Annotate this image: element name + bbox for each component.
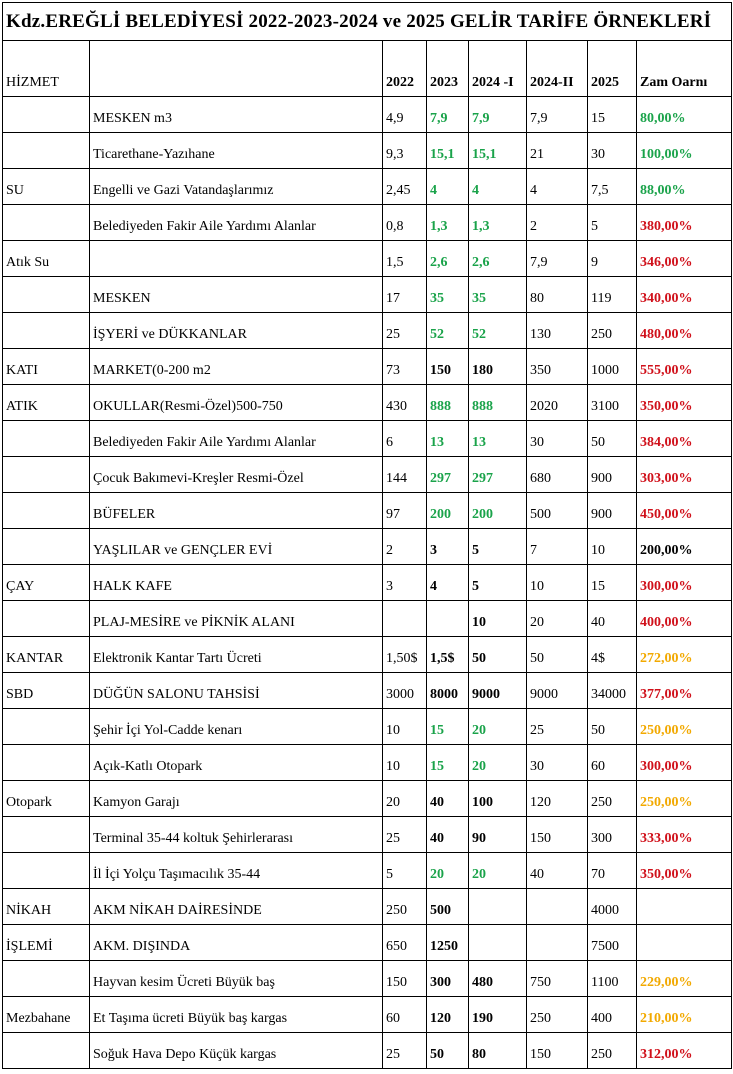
category-cell — [3, 457, 90, 493]
item-cell: Hayvan kesim Ücreti Büyük baş — [90, 961, 383, 997]
item-cell: MESKEN m3 — [90, 97, 383, 133]
value-2023 — [427, 601, 469, 637]
item-cell: Soğuk Hava Depo Küçük kargas — [90, 1033, 383, 1069]
zam-orani: 312,00% — [637, 1033, 732, 1069]
value-2024-ii: 250 — [527, 997, 588, 1033]
item-cell: Terminal 35-44 koltuk Şehirlerarası — [90, 817, 383, 853]
zam-orani: 340,00% — [637, 277, 732, 313]
value-2024-ii: 750 — [527, 961, 588, 997]
value-2022: 10 — [383, 709, 427, 745]
value-2025: 70 — [588, 853, 637, 889]
value-2024-ii: 2020 — [527, 385, 588, 421]
header-2023: 2023 — [427, 41, 469, 97]
header-2025: 2025 — [588, 41, 637, 97]
value-2022: 2 — [383, 529, 427, 565]
zam-orani — [637, 889, 732, 925]
page-title: Kdz.EREĞLİ BELEDİYESİ 2022-2023-2024 ve 2025 GELİR TARİFE ÖRNEKLERİ — [3, 3, 732, 41]
value-2023: 150 — [427, 349, 469, 385]
value-2025: 4000 — [588, 889, 637, 925]
category-cell — [3, 601, 90, 637]
zam-orani: 384,00% — [637, 421, 732, 457]
item-cell: Elektronik Kantar Tartı Ücreti — [90, 637, 383, 673]
category-cell — [3, 277, 90, 313]
value-2023: 15 — [427, 745, 469, 781]
value-2022: 97 — [383, 493, 427, 529]
table-row — [3, 169, 732, 205]
category-cell: İŞLEMİ — [3, 925, 90, 961]
value-2024-i: 4 — [469, 169, 527, 205]
item-cell: Açık-Katlı Otopark — [90, 745, 383, 781]
value-2024-i: 200 — [469, 493, 527, 529]
value-2022: 650 — [383, 925, 427, 961]
zam-orani: 200,00% — [637, 529, 732, 565]
value-2025: 1100 — [588, 961, 637, 997]
zam-orani: 250,00% — [637, 709, 732, 745]
value-2024-i: 20 — [469, 745, 527, 781]
value-2024-i: 7,9 — [469, 97, 527, 133]
item-cell: Belediyeden Fakir Aile Yardımı Alanlar — [90, 205, 383, 241]
table-row — [3, 673, 732, 709]
value-2023: 20 — [427, 853, 469, 889]
value-2023: 200 — [427, 493, 469, 529]
table-row — [3, 745, 732, 781]
tariff-table — [2, 2, 732, 1069]
item-cell: YAŞLILAR ve GENÇLER EVİ — [90, 529, 383, 565]
category-cell: Otopark — [3, 781, 90, 817]
value-2025: 4$ — [588, 637, 637, 673]
category-cell: KATI — [3, 349, 90, 385]
value-2023: 40 — [427, 817, 469, 853]
value-2025: 119 — [588, 277, 637, 313]
value-2022: 60 — [383, 997, 427, 1033]
value-2024-i: 5 — [469, 529, 527, 565]
value-2024-ii: 500 — [527, 493, 588, 529]
value-2025: 60 — [588, 745, 637, 781]
category-cell: ÇAY — [3, 565, 90, 601]
category-cell — [3, 133, 90, 169]
value-2023: 888 — [427, 385, 469, 421]
item-cell: Çocuk Bakımevi-Kreşler Resmi-Özel — [90, 457, 383, 493]
value-2024-i: 20 — [469, 853, 527, 889]
category-cell: NİKAH — [3, 889, 90, 925]
header-zam-orani: Zam Oarnı — [637, 41, 732, 97]
value-2022: 20 — [383, 781, 427, 817]
value-2024-ii: 21 — [527, 133, 588, 169]
value-2024-ii: 150 — [527, 1033, 588, 1069]
zam-orani: 380,00% — [637, 205, 732, 241]
item-cell: MESKEN — [90, 277, 383, 313]
category-cell — [3, 1033, 90, 1069]
item-cell — [90, 241, 383, 277]
zam-orani: 450,00% — [637, 493, 732, 529]
value-2025: 3100 — [588, 385, 637, 421]
value-2025: 900 — [588, 493, 637, 529]
value-2023: 297 — [427, 457, 469, 493]
value-2024-ii: 25 — [527, 709, 588, 745]
value-2024-ii — [527, 889, 588, 925]
value-2024-i: 100 — [469, 781, 527, 817]
value-2024-ii: 130 — [527, 313, 588, 349]
zam-orani: 250,00% — [637, 781, 732, 817]
zam-orani: 80,00% — [637, 97, 732, 133]
value-2024-i: 297 — [469, 457, 527, 493]
zam-orani: 346,00% — [637, 241, 732, 277]
table-row — [3, 529, 732, 565]
category-cell — [3, 745, 90, 781]
table-row — [3, 781, 732, 817]
value-2023: 15 — [427, 709, 469, 745]
value-2024-ii — [527, 925, 588, 961]
item-cell: AKM NİKAH DAİRESİNDE — [90, 889, 383, 925]
item-cell: PLAJ-MESİRE ve PİKNİK ALANI — [90, 601, 383, 637]
table-row — [3, 997, 732, 1033]
value-2024-ii: 7 — [527, 529, 588, 565]
zam-orani: 377,00% — [637, 673, 732, 709]
value-2025: 300 — [588, 817, 637, 853]
value-2024-ii: 150 — [527, 817, 588, 853]
table-row — [3, 97, 732, 133]
value-2022: 25 — [383, 313, 427, 349]
value-2025: 7500 — [588, 925, 637, 961]
value-2022: 144 — [383, 457, 427, 493]
category-cell — [3, 709, 90, 745]
value-2024-i: 2,6 — [469, 241, 527, 277]
table-row — [3, 313, 732, 349]
value-2024-i: 888 — [469, 385, 527, 421]
zam-orani — [637, 925, 732, 961]
category-cell — [3, 493, 90, 529]
value-2024-i: 35 — [469, 277, 527, 313]
table-row — [3, 889, 732, 925]
value-2022: 430 — [383, 385, 427, 421]
value-2022: 9,3 — [383, 133, 427, 169]
table-row — [3, 601, 732, 637]
category-cell — [3, 961, 90, 997]
value-2023: 1250 — [427, 925, 469, 961]
item-cell: HALK KAFE — [90, 565, 383, 601]
zam-orani: 400,00% — [637, 601, 732, 637]
item-cell: BÜFELER — [90, 493, 383, 529]
value-2024-i: 190 — [469, 997, 527, 1033]
value-2025: 50 — [588, 709, 637, 745]
header-2024-ii: 2024-II — [527, 41, 588, 97]
value-2024-ii: 2 — [527, 205, 588, 241]
value-2025: 250 — [588, 781, 637, 817]
value-2025: 250 — [588, 313, 637, 349]
value-2024-i: 50 — [469, 637, 527, 673]
table-row — [3, 349, 732, 385]
category-cell: SU — [3, 169, 90, 205]
category-cell — [3, 313, 90, 349]
value-2024-ii: 680 — [527, 457, 588, 493]
table-row — [3, 925, 732, 961]
value-2022: 3000 — [383, 673, 427, 709]
value-2024-ii: 120 — [527, 781, 588, 817]
value-2024-i: 180 — [469, 349, 527, 385]
table-row — [3, 133, 732, 169]
table-row — [3, 421, 732, 457]
item-cell: İl İçi Yolçu Taşımacılık 35-44 — [90, 853, 383, 889]
item-cell: OKULLAR(Resmi-Özel)500-750 — [90, 385, 383, 421]
zam-orani: 300,00% — [637, 745, 732, 781]
table-row — [3, 637, 732, 673]
table-row — [3, 709, 732, 745]
item-cell: DÜĞÜN SALONU TAHSİSİ — [90, 673, 383, 709]
value-2022: 73 — [383, 349, 427, 385]
value-2024-ii: 4 — [527, 169, 588, 205]
value-2022: 3 — [383, 565, 427, 601]
value-2025: 34000 — [588, 673, 637, 709]
header-hizmet: HİZMET — [3, 41, 90, 97]
zam-orani: 100,00% — [637, 133, 732, 169]
zam-orani: 303,00% — [637, 457, 732, 493]
value-2023: 4 — [427, 169, 469, 205]
item-cell: Et Taşıma ücreti Büyük baş kargas — [90, 997, 383, 1033]
value-2022: 25 — [383, 817, 427, 853]
value-2024-ii: 20 — [527, 601, 588, 637]
value-2025: 10 — [588, 529, 637, 565]
value-2022: 25 — [383, 1033, 427, 1069]
item-cell: Ticarethane-Yazıhane — [90, 133, 383, 169]
value-2022: 4,9 — [383, 97, 427, 133]
table-row — [3, 817, 732, 853]
value-2023: 1,3 — [427, 205, 469, 241]
value-2024-i: 5 — [469, 565, 527, 601]
value-2022: 2,45 — [383, 169, 427, 205]
item-cell: MARKET(0-200 m2 — [90, 349, 383, 385]
value-2023: 7,9 — [427, 97, 469, 133]
value-2023: 8000 — [427, 673, 469, 709]
item-cell: AKM. DIŞINDA — [90, 925, 383, 961]
value-2023: 35 — [427, 277, 469, 313]
value-2024-ii: 10 — [527, 565, 588, 601]
table-row — [3, 493, 732, 529]
table-row — [3, 277, 732, 313]
header-item — [90, 41, 383, 97]
value-2022: 5 — [383, 853, 427, 889]
value-2024-i — [469, 925, 527, 961]
zam-orani: 300,00% — [637, 565, 732, 601]
value-2024-i: 1,3 — [469, 205, 527, 241]
header-2022: 2022 — [383, 41, 427, 97]
item-cell: Engelli ve Gazi Vatandaşlarımız — [90, 169, 383, 205]
value-2022: 250 — [383, 889, 427, 925]
value-2023: 13 — [427, 421, 469, 457]
value-2023: 120 — [427, 997, 469, 1033]
table-row — [3, 241, 732, 277]
item-cell: Belediyeden Fakir Aile Yardımı Alanlar — [90, 421, 383, 457]
table-row — [3, 961, 732, 997]
value-2024-ii: 7,9 — [527, 97, 588, 133]
value-2023: 500 — [427, 889, 469, 925]
category-cell: SBD — [3, 673, 90, 709]
value-2023: 50 — [427, 1033, 469, 1069]
category-cell — [3, 853, 90, 889]
value-2023: 4 — [427, 565, 469, 601]
value-2024-i: 15,1 — [469, 133, 527, 169]
zam-orani: 350,00% — [637, 385, 732, 421]
category-cell — [3, 97, 90, 133]
zam-orani: 272,00% — [637, 637, 732, 673]
value-2025: 250 — [588, 1033, 637, 1069]
table-row — [3, 565, 732, 601]
zam-orani: 333,00% — [637, 817, 732, 853]
zam-orani: 480,00% — [637, 313, 732, 349]
value-2023: 52 — [427, 313, 469, 349]
value-2024-i: 13 — [469, 421, 527, 457]
zam-orani: 88,00% — [637, 169, 732, 205]
value-2025: 7,5 — [588, 169, 637, 205]
value-2024-i: 90 — [469, 817, 527, 853]
value-2022: 1,50$ — [383, 637, 427, 673]
zam-orani: 555,00% — [637, 349, 732, 385]
value-2025: 400 — [588, 997, 637, 1033]
value-2025: 30 — [588, 133, 637, 169]
value-2023: 2,6 — [427, 241, 469, 277]
header-2024-i: 2024 -I — [469, 41, 527, 97]
value-2022: 0,8 — [383, 205, 427, 241]
value-2022: 1,5 — [383, 241, 427, 277]
category-cell — [3, 529, 90, 565]
value-2022: 10 — [383, 745, 427, 781]
value-2024-ii: 350 — [527, 349, 588, 385]
zam-orani: 350,00% — [637, 853, 732, 889]
item-cell: İŞYERİ ve DÜKKANLAR — [90, 313, 383, 349]
value-2024-i: 20 — [469, 709, 527, 745]
value-2024-i: 52 — [469, 313, 527, 349]
category-cell: KANTAR — [3, 637, 90, 673]
table-row — [3, 853, 732, 889]
value-2023: 1,5$ — [427, 637, 469, 673]
value-2024-ii: 80 — [527, 277, 588, 313]
value-2025: 15 — [588, 565, 637, 601]
table-row — [3, 385, 732, 421]
value-2025: 1000 — [588, 349, 637, 385]
value-2024-i — [469, 889, 527, 925]
value-2024-i: 9000 — [469, 673, 527, 709]
header-row — [3, 41, 732, 97]
category-cell: ATIK — [3, 385, 90, 421]
category-cell — [3, 205, 90, 241]
value-2025: 15 — [588, 97, 637, 133]
category-cell — [3, 421, 90, 457]
item-cell: Şehir İçi Yol-Cadde kenarı — [90, 709, 383, 745]
value-2025: 5 — [588, 205, 637, 241]
value-2024-i: 10 — [469, 601, 527, 637]
value-2024-ii: 50 — [527, 637, 588, 673]
value-2025: 40 — [588, 601, 637, 637]
value-2024-ii: 30 — [527, 421, 588, 457]
value-2023: 15,1 — [427, 133, 469, 169]
value-2025: 9 — [588, 241, 637, 277]
value-2022: 17 — [383, 277, 427, 313]
value-2024-ii: 30 — [527, 745, 588, 781]
value-2025: 50 — [588, 421, 637, 457]
value-2024-ii: 40 — [527, 853, 588, 889]
category-cell: Mezbahane — [3, 997, 90, 1033]
table-row — [3, 1033, 732, 1069]
item-cell: Kamyon Garajı — [90, 781, 383, 817]
value-2024-ii: 9000 — [527, 673, 588, 709]
table-row — [3, 457, 732, 493]
value-2022: 150 — [383, 961, 427, 997]
value-2024-i: 80 — [469, 1033, 527, 1069]
zam-orani: 229,00% — [637, 961, 732, 997]
value-2023: 3 — [427, 529, 469, 565]
value-2022 — [383, 601, 427, 637]
value-2023: 300 — [427, 961, 469, 997]
value-2025: 900 — [588, 457, 637, 493]
table-row — [3, 205, 732, 241]
value-2023: 40 — [427, 781, 469, 817]
value-2024-i: 480 — [469, 961, 527, 997]
category-cell — [3, 817, 90, 853]
zam-orani: 210,00% — [637, 997, 732, 1033]
value-2024-ii: 7,9 — [527, 241, 588, 277]
category-cell: Atık Su — [3, 241, 90, 277]
value-2022: 6 — [383, 421, 427, 457]
